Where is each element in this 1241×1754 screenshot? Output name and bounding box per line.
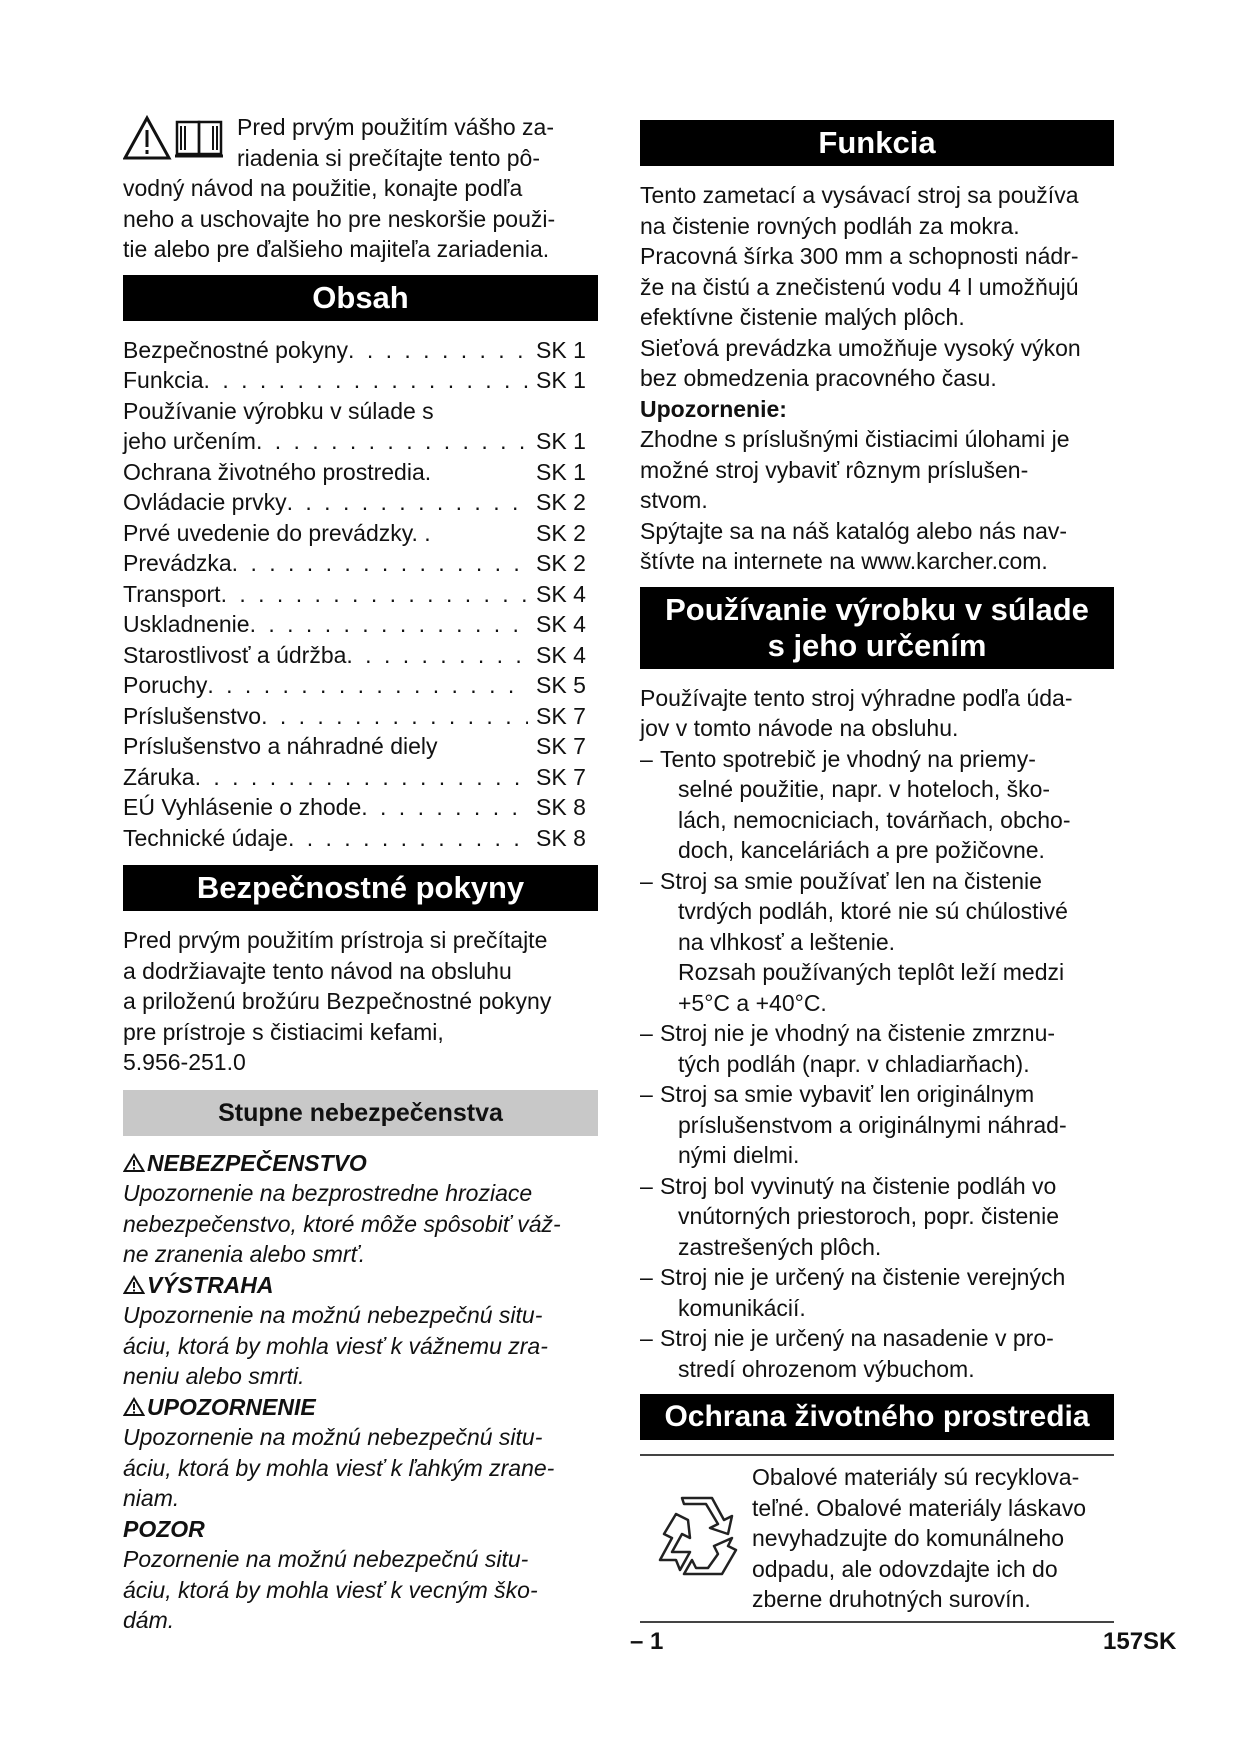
hazard-level-caution: UPOZORNENIE Upozornenie na možnú nebezpečnú situ- áciu, ktorá by mohla viesť k ľahkým zrane- niam. [123, 1393, 555, 1511]
page-code: 157SK [1103, 1628, 1177, 1655]
safety-heading: Bezpečnostné pokyny [123, 865, 598, 911]
hazard-levels-heading: Stupne nebezpečenstva [123, 1090, 598, 1136]
hazard-level-danger: NEBEZPEČENSTVO Upozornenie na bezprostredne hroziace nebezpečenstvo, ktoré môže spôsobiť váž- ne zranenia alebo smrť. [123, 1149, 561, 1267]
toc-item[interactable]: Funkcia . . . SK 1 [123, 365, 598, 396]
funkcia-heading: Funkcia [640, 120, 1114, 166]
warning-triangle-icon [125, 118, 169, 158]
toc-item[interactable]: Ovládacie prvky . . . SK 2 [123, 487, 598, 518]
toc-item[interactable]: Prvé uvedenie do prevádzky. . SK 2 [123, 519, 586, 546]
toc-item[interactable]: Starostlivosť a údržba . . . SK 4 [123, 640, 598, 671]
intro-line-5: tie alebo pre ďalšieho majiteľa zariadenia. [123, 236, 550, 262]
toc-item[interactable]: Príslušenstvo a náhradné diely SK 7 [123, 733, 586, 759]
intro-line-1: Pred prvým použitím vášho za- [237, 114, 555, 140]
warning-icon [123, 1275, 145, 1295]
usage-bullets [640, 744, 1114, 1385]
toc-item[interactable]: Záruka . . . SK 7 [123, 762, 598, 793]
obsah-heading: Obsah [123, 275, 598, 321]
list-item: – Stroj bol vyvinutý na čistenie podláh vo vnútorných priestoroch, popr. čistenie zastrešených plôch. [640, 1172, 1059, 1260]
list-item: – Stroj nie je určený na čistenie verejných komunikácií. [640, 1264, 1066, 1321]
usage-text: Používajte tento stroj výhradne podľa úda- jov v tomto návode na obsluhu. [640, 684, 1073, 741]
intro-line-2: riadenia si prečítajte tento pô- [237, 144, 541, 171]
intro-line-3: vodný návod na použitie, konajte podľa [123, 175, 523, 201]
usage-heading: Používanie výrobku v súlade s jeho určením [640, 587, 1114, 669]
page-marker: – 1 [630, 1628, 664, 1655]
hazard-level-notice: POZOR Pozornenie na možnú nebezpečnú situ- áciu, ktorá by mohla viesť k vecným ško- dám. [123, 1515, 538, 1633]
toc-item[interactable]: Technické údaje . . . SK 8 [123, 823, 598, 854]
list-item: – Stroj nie je určený na nasadenie v pro- stredí ohrozenom výbuchom. [640, 1325, 1054, 1382]
toc-item[interactable]: Transport . . . SK 4 [123, 579, 598, 610]
toc-item[interactable]: Používanie výrobku v súlade s [123, 397, 434, 424]
intro-icons [123, 112, 233, 164]
hazard-level-warning: VÝSTRAHA Upozornenie na možnú nebezpečnú situ- áciu, ktorá by mohla viesť k vážnemu zra- neniu alebo smrti. [123, 1271, 548, 1389]
toc-item[interactable]: Ochrana životného prostredia. SK 1 [123, 458, 586, 485]
toc-item[interactable]: Prevádzka . . . SK 2 [123, 548, 598, 579]
warning-icon [123, 1153, 145, 1173]
funkcia-text: Tento zametací a vysávací stroj sa používa na čistenie rovných podláh za mokra. Pracovná šírka 300 mm a schopnosti nádr- že na čistú a znečistenú vodu 4 l umožňujú efektívne čistenie malých plôch. Sieťová prevádzka umožňuje vysoký výkon bez obmedzenia pracovného času. Upozornenie: Zhodne s príslušnými čistiacimi úlohami je možné stroj vybaviť rôznym príslušen- stvom. Spýtajte sa na náš katalóg alebo nás nav- štívte na internete na www.karcher.com. [640, 180, 1114, 577]
toc-item[interactable]: EÚ Vyhlásenie o zhode . . . SK 8 [123, 792, 598, 823]
warning-icon [123, 1397, 145, 1417]
table-of-contents [123, 335, 598, 854]
toc-item[interactable]: jeho určením . . . SK 1 [123, 426, 598, 457]
list-item: – Tento spotrebič je vhodný na priemy- selné použitie, napr. v hoteloch, ško- lách, nemocniciach, továrňach, obcho- doch, kanceláriách a pre požičovne. [640, 745, 1071, 863]
toc-item[interactable]: Poruchy . . . SK 5 [123, 670, 598, 701]
list-item: – Stroj sa smie používať len na čistenie tvrdých podláh, ktoré nie sú chúlostivé na vlhkosť a leštenie. Rozsah používaných teplôt leží medzi +5°C a +40°C. [640, 867, 1068, 1016]
environment-heading: Ochrana životného prostredia [640, 1394, 1114, 1440]
toc-item[interactable]: Uskladnenie . . . SK 4 [123, 609, 598, 640]
environment-text: Obalové materiály sú recyklova- teľné. Obalové materiály láskavo nevyhadzujte do komunálneho odpadu, ale odovzdajte ich do zberne druhotných surovín. [752, 1464, 1086, 1612]
left-column [123, 112, 598, 1636]
environment-box [640, 1454, 1114, 1623]
right-column [640, 112, 1114, 1623]
list-item: – Stroj nie je vhodný na čistenie zmrznu- tých podláh (napr. v chladiarňach). [640, 1020, 1056, 1077]
open-book-icon [175, 122, 223, 156]
intro-block [123, 112, 598, 265]
toc-item[interactable]: Bezpečnostné pokyny . . . SK 1 [123, 335, 598, 366]
list-item: – Stroj sa smie vybaviť len originálnym príslušenstvom a originálnymi náhrad- nými dielmi. [640, 1081, 1067, 1168]
note-label: Upozornenie: [640, 395, 787, 422]
intro-line-4: neho a uschovajte ho pre neskoršie použi- [123, 205, 556, 232]
recycle-icon [640, 1462, 752, 1615]
toc-item[interactable]: Príslušenstvo . . . SK 7 [123, 701, 598, 732]
safety-text: Pred prvým použitím prístroja si prečítajte a dodržiavajte tento návod na obsluhu a priloženú brožúru Bezpečnostné pokyny pre prístroje s čistiacimi kefami, 5.956-251.0 [123, 927, 552, 1075]
